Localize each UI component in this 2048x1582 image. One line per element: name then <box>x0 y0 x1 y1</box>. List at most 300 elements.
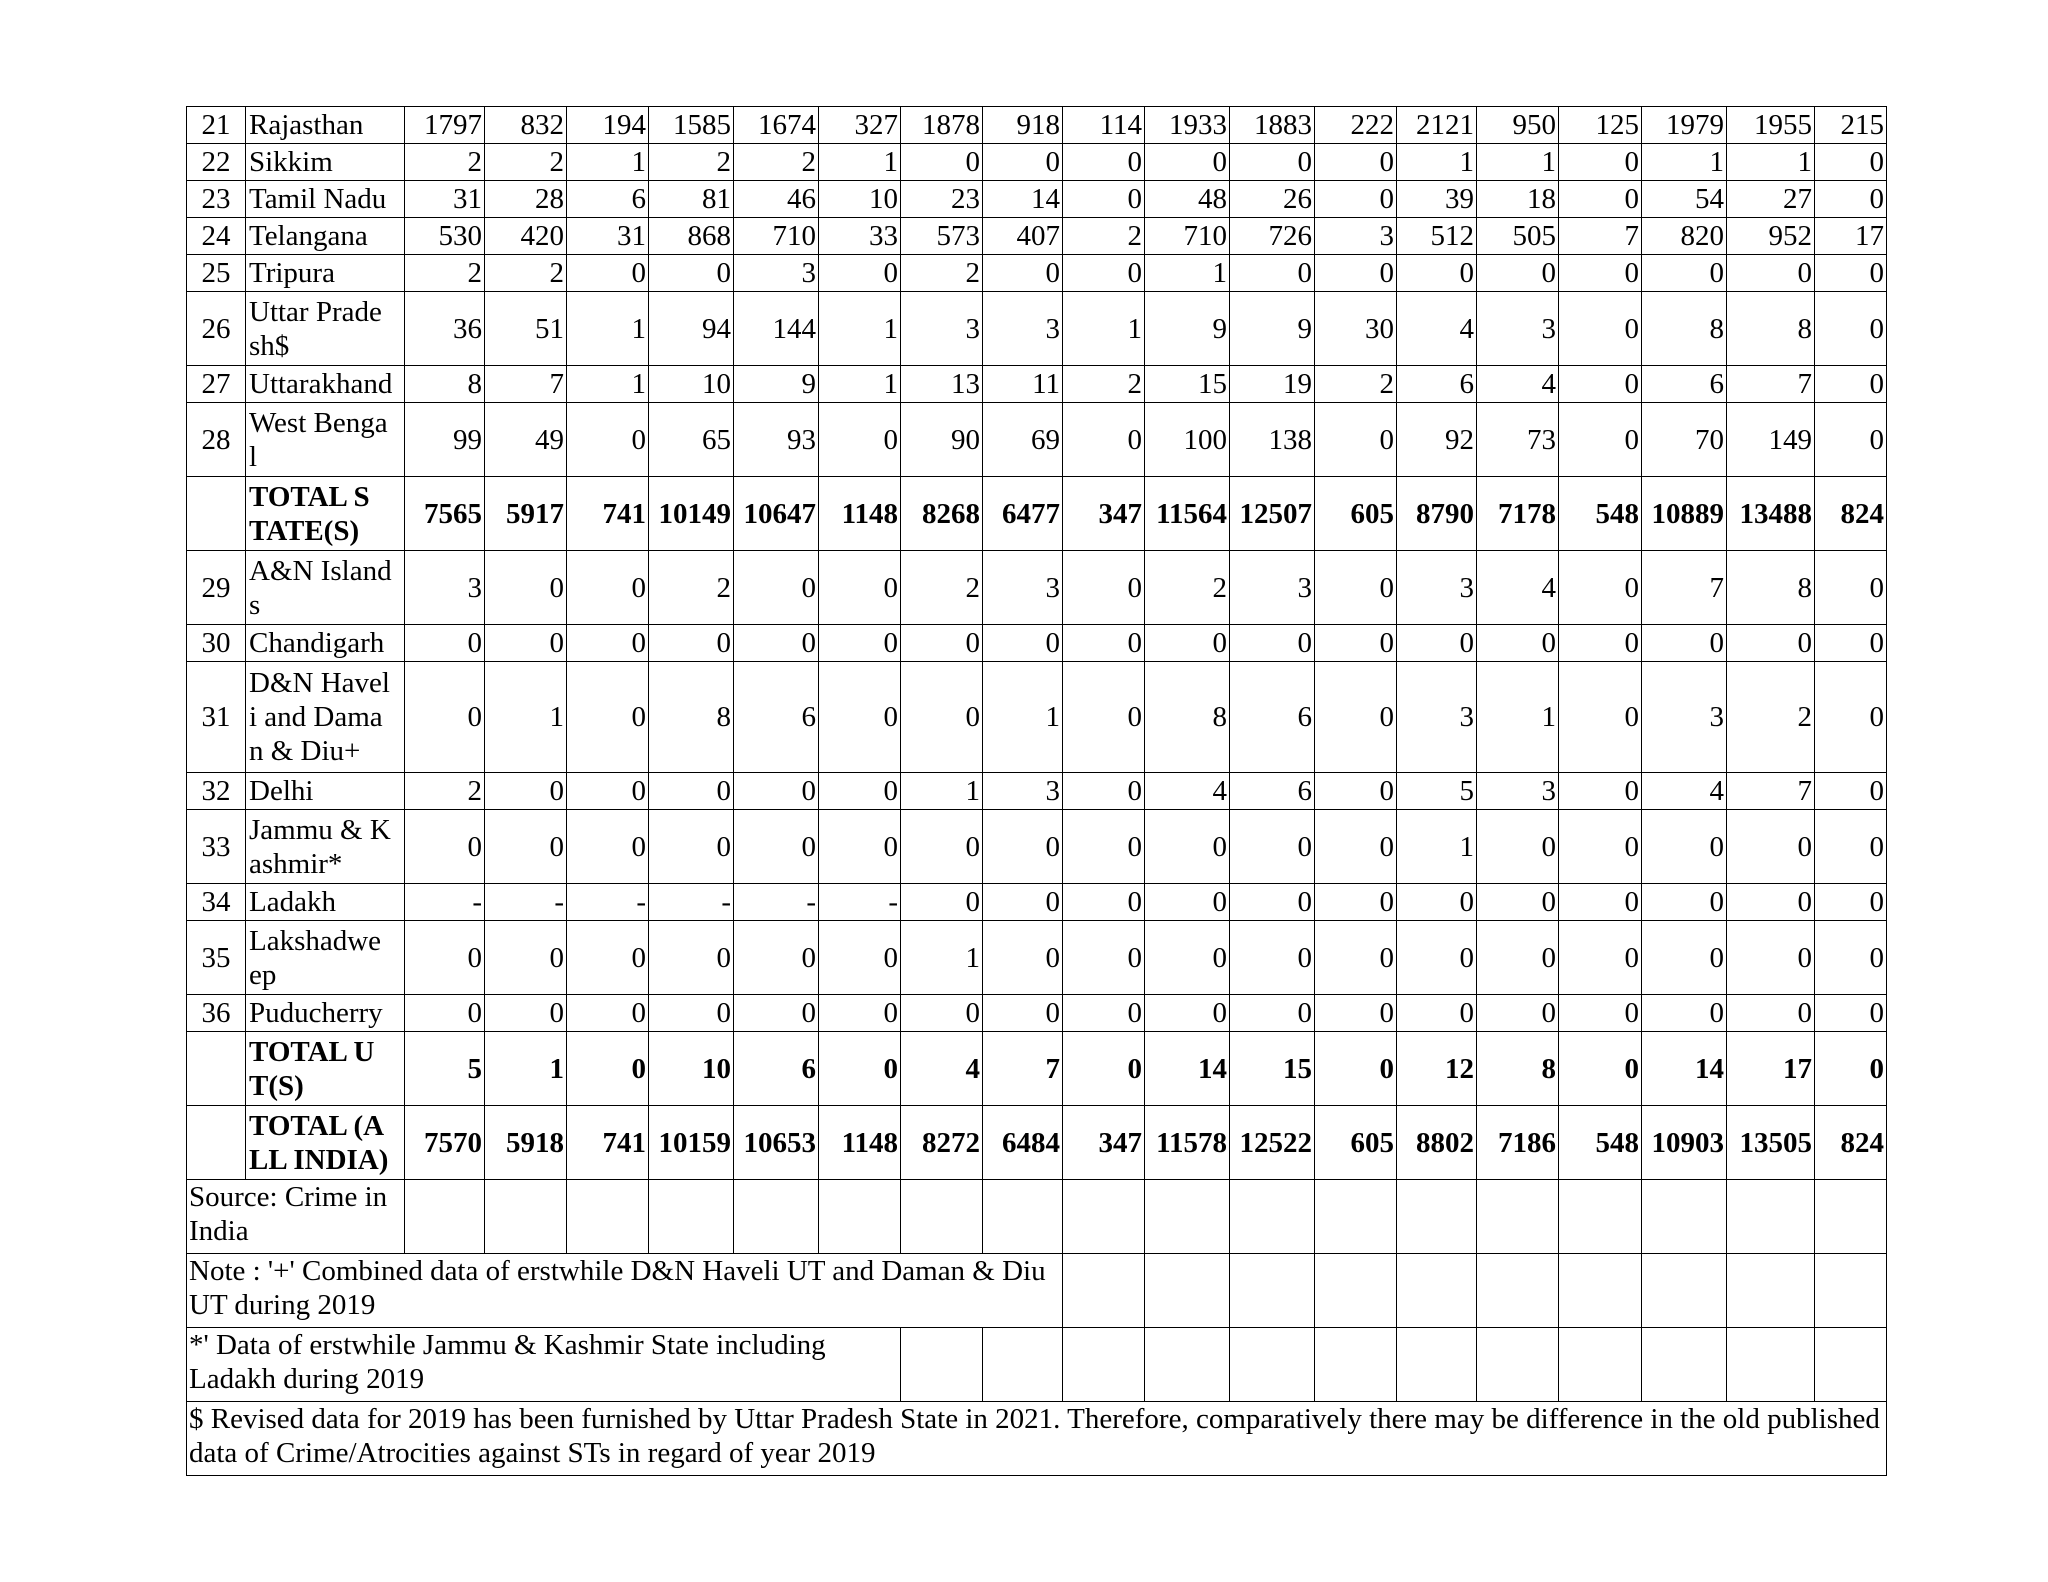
value-cell: 0 <box>983 625 1063 662</box>
value-cell: 0 <box>901 884 983 921</box>
value-cell: 0 <box>567 662 649 773</box>
value-cell: 70 <box>1642 403 1727 477</box>
value-cell: 93 <box>734 403 819 477</box>
value-cell: 5 <box>405 1032 485 1106</box>
notes-section <box>187 1180 1887 1476</box>
value-cell: 10903 <box>1642 1106 1727 1180</box>
serial-number-cell: 27 <box>187 366 246 403</box>
table-row <box>187 773 1887 810</box>
value-cell: 0 <box>1815 551 1887 625</box>
value-cell: 0 <box>649 995 734 1032</box>
value-cell: 824 <box>1815 477 1887 551</box>
value-cell: 0 <box>819 995 901 1032</box>
value-cell: 1 <box>1727 144 1815 181</box>
value-cell: 94 <box>649 292 734 366</box>
value-cell: 15 <box>1230 1032 1315 1106</box>
value-cell: 868 <box>649 218 734 255</box>
value-cell: 0 <box>1315 773 1397 810</box>
table-row <box>187 1106 1887 1180</box>
value-cell: 0 <box>1815 144 1887 181</box>
value-cell: 99 <box>405 403 485 477</box>
value-cell: 5917 <box>485 477 567 551</box>
value-cell: 0 <box>1477 255 1559 292</box>
value-cell: 8790 <box>1397 477 1477 551</box>
table-row <box>187 1032 1887 1106</box>
value-cell: 0 <box>1559 292 1642 366</box>
value-cell: 2 <box>405 773 485 810</box>
value-cell: 1148 <box>819 1106 901 1180</box>
value-cell: 0 <box>734 995 819 1032</box>
value-cell: 8268 <box>901 477 983 551</box>
value-cell: 0 <box>1230 995 1315 1032</box>
note-row-up <box>187 1402 1887 1476</box>
value-cell: 0 <box>819 255 901 292</box>
value-cell: 46 <box>734 181 819 218</box>
value-cell: 13 <box>901 366 983 403</box>
value-cell: 0 <box>1315 662 1397 773</box>
value-cell: 12522 <box>1230 1106 1315 1180</box>
value-cell: 0 <box>734 773 819 810</box>
value-cell: 0 <box>819 662 901 773</box>
value-cell: 2 <box>1145 551 1230 625</box>
value-cell: 0 <box>1397 884 1477 921</box>
value-cell: 0 <box>1397 255 1477 292</box>
value-cell: 27 <box>1727 181 1815 218</box>
value-cell: 13505 <box>1727 1106 1815 1180</box>
value-cell: 7570 <box>405 1106 485 1180</box>
region-name-cell: TOTAL S TATE(S) <box>246 477 405 551</box>
value-cell: 3 <box>1642 662 1727 773</box>
value-cell: 6 <box>734 1032 819 1106</box>
value-cell: 0 <box>901 625 983 662</box>
table-row <box>187 551 1887 625</box>
value-cell: 3 <box>405 551 485 625</box>
value-cell: 0 <box>1559 144 1642 181</box>
table-row <box>187 107 1887 144</box>
value-cell: - <box>485 884 567 921</box>
value-cell: 3 <box>1315 218 1397 255</box>
value-cell: 0 <box>819 625 901 662</box>
value-cell: 0 <box>1230 144 1315 181</box>
value-cell: 9 <box>1230 292 1315 366</box>
value-cell: 0 <box>1815 625 1887 662</box>
table-row <box>187 477 1887 551</box>
value-cell: 0 <box>1815 995 1887 1032</box>
value-cell: 17 <box>1727 1032 1815 1106</box>
value-cell: 0 <box>1315 884 1397 921</box>
value-cell: 0 <box>1559 884 1642 921</box>
value-cell: 0 <box>1559 625 1642 662</box>
value-cell: 0 <box>901 662 983 773</box>
value-cell: 3 <box>1230 551 1315 625</box>
value-cell: 1 <box>567 292 649 366</box>
value-cell: 1585 <box>649 107 734 144</box>
serial-number-cell: 26 <box>187 292 246 366</box>
value-cell: 6 <box>1230 662 1315 773</box>
region-name-cell: Puducherry <box>246 995 405 1032</box>
value-cell: 1883 <box>1230 107 1315 144</box>
value-cell: 17 <box>1815 218 1887 255</box>
source-row <box>187 1180 1887 1254</box>
value-cell: 0 <box>1477 921 1559 995</box>
value-cell: 3 <box>1397 551 1477 625</box>
serial-number-cell: 23 <box>187 181 246 218</box>
value-cell: - <box>405 884 485 921</box>
value-cell: 952 <box>1727 218 1815 255</box>
table-row <box>187 366 1887 403</box>
region-name-cell: Lakshadwe ep <box>246 921 405 995</box>
value-cell: 12507 <box>1230 477 1315 551</box>
value-cell: 0 <box>1145 144 1230 181</box>
table-row <box>187 181 1887 218</box>
value-cell: 0 <box>1063 773 1145 810</box>
value-cell: 0 <box>819 1032 901 1106</box>
value-cell: 0 <box>1727 625 1815 662</box>
value-cell: 4 <box>901 1032 983 1106</box>
value-cell: 1 <box>901 773 983 810</box>
value-cell: 0 <box>1642 995 1727 1032</box>
value-cell: 7 <box>1727 773 1815 810</box>
value-cell: 0 <box>1477 995 1559 1032</box>
value-cell: 1933 <box>1145 107 1230 144</box>
value-cell: 8 <box>1727 292 1815 366</box>
value-cell: 327 <box>819 107 901 144</box>
value-cell: 0 <box>1642 884 1727 921</box>
serial-number-cell <box>187 1032 246 1106</box>
value-cell: - <box>819 884 901 921</box>
crime-data-table <box>186 106 1887 1476</box>
value-cell: 0 <box>485 810 567 884</box>
value-cell: 0 <box>819 773 901 810</box>
value-cell: - <box>734 884 819 921</box>
region-name-cell: TOTAL U T(S) <box>246 1032 405 1106</box>
value-cell: 0 <box>1727 884 1815 921</box>
region-name-cell: Chandigarh <box>246 625 405 662</box>
value-cell: 3 <box>1477 292 1559 366</box>
value-cell: 3 <box>983 551 1063 625</box>
value-cell: 530 <box>405 218 485 255</box>
value-cell: 710 <box>1145 218 1230 255</box>
value-cell: 13488 <box>1727 477 1815 551</box>
value-cell: 0 <box>1397 995 1477 1032</box>
value-cell: 2 <box>405 255 485 292</box>
value-cell: 0 <box>1815 181 1887 218</box>
value-cell: 0 <box>1642 255 1727 292</box>
value-cell: 0 <box>1559 773 1642 810</box>
value-cell: 0 <box>1145 884 1230 921</box>
value-cell: 0 <box>734 625 819 662</box>
value-cell: 7 <box>1642 551 1727 625</box>
value-cell: 0 <box>1315 403 1397 477</box>
value-cell: 407 <box>983 218 1063 255</box>
value-cell: 0 <box>567 995 649 1032</box>
value-cell: 149 <box>1727 403 1815 477</box>
value-cell: 2 <box>901 255 983 292</box>
value-cell: 726 <box>1230 218 1315 255</box>
value-cell: 8 <box>649 662 734 773</box>
table-row <box>187 921 1887 995</box>
value-cell: 0 <box>1063 662 1145 773</box>
value-cell: 0 <box>567 773 649 810</box>
value-cell: 0 <box>983 995 1063 1032</box>
value-cell: 0 <box>1815 292 1887 366</box>
value-cell: 11 <box>983 366 1063 403</box>
value-cell: 0 <box>649 921 734 995</box>
value-cell: - <box>649 884 734 921</box>
value-cell: 0 <box>1815 921 1887 995</box>
value-cell: 5918 <box>485 1106 567 1180</box>
value-cell: 0 <box>1559 1032 1642 1106</box>
value-cell: 0 <box>1315 255 1397 292</box>
value-cell: 1674 <box>734 107 819 144</box>
value-cell: 0 <box>1063 625 1145 662</box>
value-cell: 0 <box>1559 181 1642 218</box>
value-cell: 92 <box>1397 403 1477 477</box>
value-cell: 0 <box>1145 921 1230 995</box>
value-cell: 1 <box>1397 144 1477 181</box>
value-cell: 0 <box>901 144 983 181</box>
table-row <box>187 292 1887 366</box>
serial-number-cell: 34 <box>187 884 246 921</box>
table-row <box>187 810 1887 884</box>
value-cell: 0 <box>1230 810 1315 884</box>
value-cell: 0 <box>1477 810 1559 884</box>
value-cell: 0 <box>1815 255 1887 292</box>
value-cell: 10647 <box>734 477 819 551</box>
value-cell: 0 <box>819 921 901 995</box>
value-cell: 0 <box>1063 921 1145 995</box>
value-cell: 0 <box>649 255 734 292</box>
note-dnh: Note : '+' Combined data of erstwhile D&N Haveli UT and Daman & Diu UT during 2019 <box>187 1254 1063 1328</box>
value-cell: 8 <box>1642 292 1727 366</box>
value-cell: 741 <box>567 477 649 551</box>
value-cell: 347 <box>1063 1106 1145 1180</box>
value-cell: 3 <box>983 773 1063 810</box>
serial-number-cell: 30 <box>187 625 246 662</box>
value-cell: 36 <box>405 292 485 366</box>
value-cell: 0 <box>1063 144 1145 181</box>
value-cell: 0 <box>1063 255 1145 292</box>
value-cell: 820 <box>1642 218 1727 255</box>
value-cell: 10 <box>649 1032 734 1106</box>
value-cell: 0 <box>1063 884 1145 921</box>
value-cell: 0 <box>1727 995 1815 1032</box>
value-cell: 0 <box>1063 403 1145 477</box>
value-cell: 2 <box>485 144 567 181</box>
region-name-cell: Jammu & K ashmir* <box>246 810 405 884</box>
value-cell: 0 <box>567 921 649 995</box>
value-cell: 505 <box>1477 218 1559 255</box>
value-cell: 0 <box>819 551 901 625</box>
value-cell: 0 <box>1230 884 1315 921</box>
value-cell: 832 <box>485 107 567 144</box>
value-cell: 0 <box>1315 1032 1397 1106</box>
value-cell: 138 <box>1230 403 1315 477</box>
serial-number-cell: 33 <box>187 810 246 884</box>
value-cell: 81 <box>649 181 734 218</box>
value-cell: 0 <box>1727 921 1815 995</box>
value-cell: 0 <box>1559 810 1642 884</box>
value-cell: 7 <box>1727 366 1815 403</box>
value-cell: 0 <box>1815 810 1887 884</box>
serial-number-cell: 29 <box>187 551 246 625</box>
value-cell: 15 <box>1145 366 1230 403</box>
table-row <box>187 995 1887 1032</box>
value-cell: 5 <box>1397 773 1477 810</box>
value-cell: 8 <box>1145 662 1230 773</box>
value-cell: 1797 <box>405 107 485 144</box>
value-cell: 2 <box>734 144 819 181</box>
value-cell: 0 <box>1230 625 1315 662</box>
value-cell: 65 <box>649 403 734 477</box>
serial-number-cell: 28 <box>187 403 246 477</box>
table-row <box>187 255 1887 292</box>
value-cell: 11578 <box>1145 1106 1230 1180</box>
value-cell: 347 <box>1063 477 1145 551</box>
note-up: $ Revised data for 2019 has been furnished by Uttar Pradesh State in 2021. Therefore, comparatively there may be difference in the old published data of Crime/Atrocities against STs in regard of year 2019 <box>187 1402 1887 1476</box>
value-cell: 548 <box>1559 477 1642 551</box>
value-cell: 7186 <box>1477 1106 1559 1180</box>
serial-number-cell: 35 <box>187 921 246 995</box>
value-cell: 548 <box>1559 1106 1642 1180</box>
value-cell: 0 <box>1315 921 1397 995</box>
value-cell: 8 <box>1727 551 1815 625</box>
value-cell: 49 <box>485 403 567 477</box>
value-cell: 4 <box>1642 773 1727 810</box>
value-cell: 31 <box>405 181 485 218</box>
value-cell: 8802 <box>1397 1106 1477 1180</box>
value-cell: 0 <box>649 625 734 662</box>
value-cell: 90 <box>901 403 983 477</box>
value-cell: 0 <box>567 403 649 477</box>
value-cell: 6477 <box>983 477 1063 551</box>
note-row-dnh <box>187 1254 1887 1328</box>
value-cell: 0 <box>1315 995 1397 1032</box>
value-cell: 1 <box>1145 255 1230 292</box>
value-cell: 0 <box>734 551 819 625</box>
table-row <box>187 403 1887 477</box>
value-cell: 2 <box>1727 662 1815 773</box>
note-jk: *' Data of erstwhile Jammu & Kashmir State including Ladakh during 2019 <box>187 1328 901 1402</box>
value-cell: 0 <box>1642 625 1727 662</box>
serial-number-cell: 25 <box>187 255 246 292</box>
value-cell: 144 <box>734 292 819 366</box>
value-cell: 1 <box>567 144 649 181</box>
value-cell: 7565 <box>405 477 485 551</box>
serial-number-cell: 24 <box>187 218 246 255</box>
region-name-cell: Delhi <box>246 773 405 810</box>
value-cell: 1 <box>983 662 1063 773</box>
value-cell: 8 <box>1477 1032 1559 1106</box>
value-cell: 0 <box>1315 551 1397 625</box>
value-cell: 1 <box>1063 292 1145 366</box>
value-cell: 0 <box>649 810 734 884</box>
value-cell: 0 <box>485 625 567 662</box>
value-cell: 26 <box>1230 181 1315 218</box>
value-cell: 10889 <box>1642 477 1727 551</box>
value-cell: 10159 <box>649 1106 734 1180</box>
value-cell: 710 <box>734 218 819 255</box>
value-cell: 1 <box>1397 810 1477 884</box>
value-cell: 51 <box>485 292 567 366</box>
value-cell: 2 <box>1063 366 1145 403</box>
value-cell: 6 <box>1397 366 1477 403</box>
value-cell: 0 <box>1559 921 1642 995</box>
value-cell: 18 <box>1477 181 1559 218</box>
value-cell: 1979 <box>1642 107 1727 144</box>
value-cell: 0 <box>649 773 734 810</box>
value-cell: 7 <box>485 366 567 403</box>
value-cell: 512 <box>1397 218 1477 255</box>
value-cell: 1 <box>485 1032 567 1106</box>
value-cell: 1 <box>1477 662 1559 773</box>
value-cell: 0 <box>1815 1032 1887 1106</box>
value-cell: 918 <box>983 107 1063 144</box>
value-cell: 0 <box>1063 995 1145 1032</box>
value-cell: 2 <box>405 144 485 181</box>
table-row <box>187 662 1887 773</box>
value-cell: 8272 <box>901 1106 983 1180</box>
value-cell: 125 <box>1559 107 1642 144</box>
value-cell: 222 <box>1315 107 1397 144</box>
value-cell: 0 <box>1559 662 1642 773</box>
value-cell: 6 <box>567 181 649 218</box>
value-cell: 2 <box>1063 218 1145 255</box>
value-cell: 7 <box>1559 218 1642 255</box>
value-cell: 0 <box>819 810 901 884</box>
value-cell: 420 <box>485 218 567 255</box>
value-cell: 1148 <box>819 477 901 551</box>
value-cell: 33 <box>819 218 901 255</box>
value-cell: 23 <box>901 181 983 218</box>
value-cell: 10 <box>819 181 901 218</box>
value-cell: 19 <box>1230 366 1315 403</box>
value-cell: 14 <box>1642 1032 1727 1106</box>
value-cell: 605 <box>1315 477 1397 551</box>
value-cell: 0 <box>1145 810 1230 884</box>
value-cell: 10149 <box>649 477 734 551</box>
value-cell: 2 <box>649 144 734 181</box>
value-cell: 0 <box>1063 1032 1145 1106</box>
table-body <box>187 107 1887 1180</box>
value-cell: 0 <box>983 144 1063 181</box>
value-cell: 114 <box>1063 107 1145 144</box>
serial-number-cell <box>187 1106 246 1180</box>
value-cell: 0 <box>405 810 485 884</box>
value-cell: 0 <box>1815 773 1887 810</box>
value-cell: 0 <box>1063 810 1145 884</box>
value-cell: 0 <box>567 255 649 292</box>
value-cell: 0 <box>1315 810 1397 884</box>
value-cell: 573 <box>901 218 983 255</box>
value-cell: 11564 <box>1145 477 1230 551</box>
value-cell: 0 <box>1559 403 1642 477</box>
value-cell: 0 <box>1315 181 1397 218</box>
value-cell: 6 <box>734 662 819 773</box>
value-cell: 3 <box>901 292 983 366</box>
value-cell: 0 <box>1063 551 1145 625</box>
value-cell: 8 <box>405 366 485 403</box>
value-cell: 0 <box>485 921 567 995</box>
value-cell: 6484 <box>983 1106 1063 1180</box>
value-cell: 194 <box>567 107 649 144</box>
note-row-jk <box>187 1328 1887 1402</box>
region-name-cell: Uttarakhand <box>246 366 405 403</box>
value-cell: 1 <box>567 366 649 403</box>
value-cell: 0 <box>819 403 901 477</box>
value-cell: 3 <box>734 255 819 292</box>
region-name-cell: West Benga l <box>246 403 405 477</box>
